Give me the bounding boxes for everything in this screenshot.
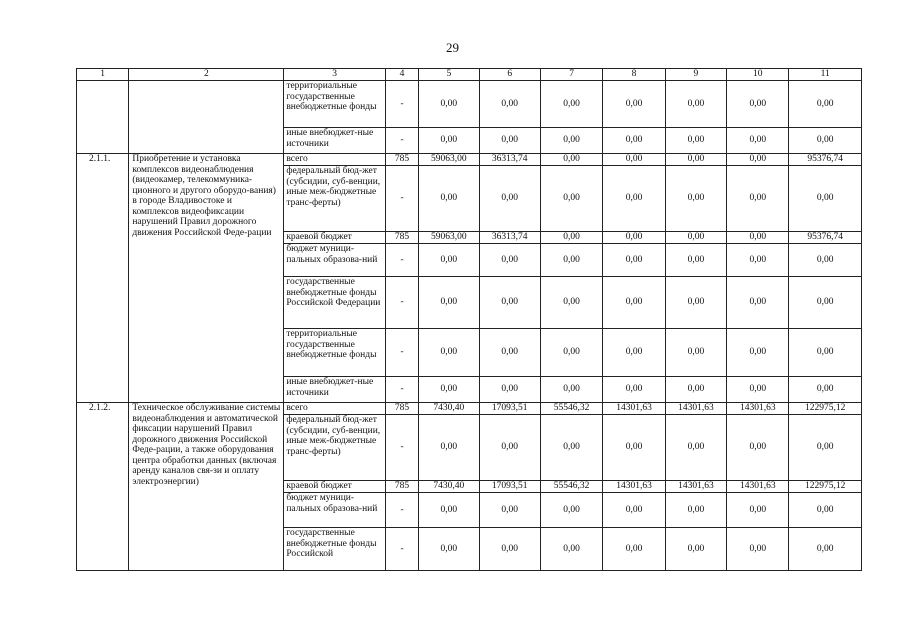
amount-cell: 0,00 bbox=[727, 277, 789, 329]
amount-cell: 95376,74 bbox=[789, 232, 862, 244]
amount-cell: 0,00 bbox=[665, 232, 726, 244]
amount-cell: 0,00 bbox=[789, 81, 862, 128]
funding-source: федеральный бюд-жет (субсидии, суб-венции, иные меж-бюджетные транс-ферты) bbox=[284, 166, 386, 232]
amount-cell: 0,00 bbox=[665, 81, 726, 128]
code-cell: - bbox=[385, 528, 418, 571]
amount-cell: 0,00 bbox=[479, 244, 540, 277]
amount-cell: 0,00 bbox=[789, 493, 862, 528]
amount-cell: 0,00 bbox=[479, 81, 540, 128]
amount-cell: 0,00 bbox=[665, 154, 726, 166]
funding-source: бюджет муници-пальных образова-ний bbox=[284, 244, 386, 277]
amount-cell: 0,00 bbox=[727, 377, 789, 403]
amount-cell: 17093,51 bbox=[479, 481, 540, 493]
code-cell: 785 bbox=[385, 154, 418, 166]
amount-cell: 0,00 bbox=[419, 166, 479, 232]
item-description: Приобретение и установка комплексов видеонаблюдения (видеокамер, телекоммуника-ционного и другого оборудо-вания) в городе Владивостоке и комплексов видеофиксации нарушений Правил дорожного движения Российской Феде-рации bbox=[129, 154, 284, 403]
funding-source: всего bbox=[284, 154, 386, 166]
item-index: 2.1.1. bbox=[77, 154, 129, 403]
amount-cell: 0,00 bbox=[419, 493, 479, 528]
amount-cell: 0,00 bbox=[727, 232, 789, 244]
amount-cell: 0,00 bbox=[789, 377, 862, 403]
code-cell: 785 bbox=[385, 481, 418, 493]
amount-cell: 122975,12 bbox=[789, 403, 862, 415]
amount-cell: 0,00 bbox=[419, 81, 479, 128]
empty-description-cell bbox=[129, 81, 284, 154]
amount-cell: 122975,12 bbox=[789, 481, 862, 493]
table-row bbox=[77, 81, 862, 128]
amount-cell: 0,00 bbox=[419, 377, 479, 403]
amount-cell: 0,00 bbox=[789, 128, 862, 154]
amount-cell: 0,00 bbox=[540, 154, 602, 166]
amount-cell: 14301,63 bbox=[603, 403, 665, 415]
amount-cell: 0,00 bbox=[665, 244, 726, 277]
amount-cell: 0,00 bbox=[789, 329, 862, 377]
amount-cell: 0,00 bbox=[665, 377, 726, 403]
code-cell: - bbox=[385, 493, 418, 528]
amount-cell: 0,00 bbox=[789, 166, 862, 232]
amount-cell: 0,00 bbox=[727, 244, 789, 277]
amount-cell: 7430,40 bbox=[419, 481, 479, 493]
amount-cell: 0,00 bbox=[727, 493, 789, 528]
funding-source: федеральный бюд-жет (субсидии, суб-венции, иные меж-бюджетные транс-ферты) bbox=[284, 415, 386, 481]
amount-cell: 17093,51 bbox=[479, 403, 540, 415]
funding-source: всего bbox=[284, 403, 386, 415]
amount-cell: 0,00 bbox=[665, 528, 726, 571]
amount-cell: 0,00 bbox=[665, 128, 726, 154]
amount-cell: 0,00 bbox=[603, 329, 665, 377]
amount-cell: 0,00 bbox=[603, 166, 665, 232]
funding-source: иные внебюджет-ные источники bbox=[284, 128, 386, 154]
page-number: 29 bbox=[446, 40, 459, 55]
amount-cell: 7430,40 bbox=[419, 403, 479, 415]
code-cell: - bbox=[385, 329, 418, 377]
amount-cell: 14301,63 bbox=[727, 481, 789, 493]
amount-cell: 0,00 bbox=[479, 493, 540, 528]
funding-source: краевой бюджет bbox=[284, 481, 386, 493]
amount-cell: 14301,63 bbox=[665, 403, 726, 415]
item-index: 2.1.2. bbox=[77, 403, 129, 571]
amount-cell: 0,00 bbox=[603, 232, 665, 244]
amount-cell: 0,00 bbox=[479, 377, 540, 403]
amount-cell: 0,00 bbox=[419, 128, 479, 154]
amount-cell: 0,00 bbox=[603, 81, 665, 128]
column-number: 3 bbox=[284, 69, 386, 81]
code-cell: - bbox=[385, 277, 418, 329]
amount-cell: 0,00 bbox=[727, 415, 789, 481]
column-number: 2 bbox=[129, 69, 284, 81]
amount-cell: 14301,63 bbox=[665, 481, 726, 493]
amount-cell: 0,00 bbox=[479, 166, 540, 232]
amount-cell: 0,00 bbox=[603, 154, 665, 166]
amount-cell: 0,00 bbox=[419, 528, 479, 571]
amount-cell: 0,00 bbox=[419, 244, 479, 277]
amount-cell: 0,00 bbox=[540, 81, 602, 128]
code-cell: 785 bbox=[385, 403, 418, 415]
amount-cell: 0,00 bbox=[603, 377, 665, 403]
amount-cell: 55546,32 bbox=[540, 481, 602, 493]
amount-cell: 0,00 bbox=[665, 493, 726, 528]
amount-cell: 0,00 bbox=[603, 244, 665, 277]
amount-cell: 59063,00 bbox=[419, 232, 479, 244]
amount-cell: 0,00 bbox=[540, 329, 602, 377]
amount-cell: 0,00 bbox=[540, 493, 602, 528]
funding-source: бюджет муници-пальных образова-ний bbox=[284, 493, 386, 528]
amount-cell: 55546,32 bbox=[540, 403, 602, 415]
table-row bbox=[77, 403, 862, 415]
amount-cell: 0,00 bbox=[419, 415, 479, 481]
column-number: 1 bbox=[77, 69, 129, 81]
table-body bbox=[77, 69, 862, 571]
amount-cell: 0,00 bbox=[540, 528, 602, 571]
table-row bbox=[77, 154, 862, 166]
code-cell: - bbox=[385, 377, 418, 403]
amount-cell: 0,00 bbox=[479, 128, 540, 154]
funding-source: иные внебюджет-ные источники bbox=[284, 377, 386, 403]
item-description: Техническое обслуживание системы видеонаблюдения и автоматической фиксации нарушений Правил дорожного движения Российской Феде-рации, а также оборудования центра обработки данных (включая аренду каналов свя-зи и оплату электроэнергии) bbox=[129, 403, 284, 571]
amount-cell: 0,00 bbox=[727, 528, 789, 571]
code-cell: - bbox=[385, 128, 418, 154]
code-cell: - bbox=[385, 244, 418, 277]
amount-cell: 0,00 bbox=[540, 244, 602, 277]
column-number: 10 bbox=[727, 69, 789, 81]
amount-cell: 0,00 bbox=[479, 415, 540, 481]
column-number: 6 bbox=[479, 69, 540, 81]
amount-cell: 0,00 bbox=[603, 528, 665, 571]
column-number: 4 bbox=[385, 69, 418, 81]
funding-source: краевой бюджет bbox=[284, 232, 386, 244]
amount-cell: 0,00 bbox=[727, 166, 789, 232]
amount-cell: 0,00 bbox=[540, 166, 602, 232]
amount-cell: 0,00 bbox=[419, 277, 479, 329]
funding-source: территориальные государственные внебюджетные фонды bbox=[284, 81, 386, 128]
amount-cell: 0,00 bbox=[603, 493, 665, 528]
amount-cell: 0,00 bbox=[727, 329, 789, 377]
code-cell: - bbox=[385, 166, 418, 232]
amount-cell: 14301,63 bbox=[603, 481, 665, 493]
amount-cell: 0,00 bbox=[540, 232, 602, 244]
column-number: 7 bbox=[540, 69, 602, 81]
amount-cell: 0,00 bbox=[479, 528, 540, 571]
amount-cell: 0,00 bbox=[540, 415, 602, 481]
column-number: 8 bbox=[603, 69, 665, 81]
amount-cell: 0,00 bbox=[789, 415, 862, 481]
funding-source: территориальные государственные внебюджетные фонды bbox=[284, 329, 386, 377]
funding-source: государственные внебюджетные фонды Российской bbox=[284, 528, 386, 571]
empty-index-cell bbox=[77, 81, 129, 154]
amount-cell: 0,00 bbox=[665, 329, 726, 377]
amount-cell: 0,00 bbox=[540, 377, 602, 403]
amount-cell: 0,00 bbox=[789, 528, 862, 571]
amount-cell: 14301,63 bbox=[727, 403, 789, 415]
amount-cell: 0,00 bbox=[727, 154, 789, 166]
amount-cell: 0,00 bbox=[419, 329, 479, 377]
amount-cell: 0,00 bbox=[540, 277, 602, 329]
amount-cell: 0,00 bbox=[789, 277, 862, 329]
amount-cell: 95376,74 bbox=[789, 154, 862, 166]
amount-cell: 0,00 bbox=[603, 277, 665, 329]
amount-cell: 0,00 bbox=[727, 81, 789, 128]
column-number: 9 bbox=[665, 69, 726, 81]
code-cell: - bbox=[385, 415, 418, 481]
column-number: 5 bbox=[419, 69, 479, 81]
amount-cell: 0,00 bbox=[540, 128, 602, 154]
budget-table bbox=[76, 68, 862, 571]
amount-cell: 0,00 bbox=[479, 329, 540, 377]
amount-cell: 0,00 bbox=[665, 166, 726, 232]
amount-cell: 0,00 bbox=[789, 244, 862, 277]
amount-cell: 0,00 bbox=[603, 415, 665, 481]
funding-source: государственные внебюджетные фонды Российской Федерации bbox=[284, 277, 386, 329]
code-cell: - bbox=[385, 81, 418, 128]
amount-cell: 0,00 bbox=[665, 415, 726, 481]
amount-cell: 0,00 bbox=[727, 128, 789, 154]
amount-cell: 59063,00 bbox=[419, 154, 479, 166]
amount-cell: 36313,74 bbox=[479, 232, 540, 244]
amount-cell: 0,00 bbox=[479, 277, 540, 329]
column-number-row bbox=[77, 69, 862, 81]
amount-cell: 36313,74 bbox=[479, 154, 540, 166]
amount-cell: 0,00 bbox=[603, 128, 665, 154]
code-cell: 785 bbox=[385, 232, 418, 244]
amount-cell: 0,00 bbox=[665, 277, 726, 329]
column-number: 11 bbox=[789, 69, 862, 81]
